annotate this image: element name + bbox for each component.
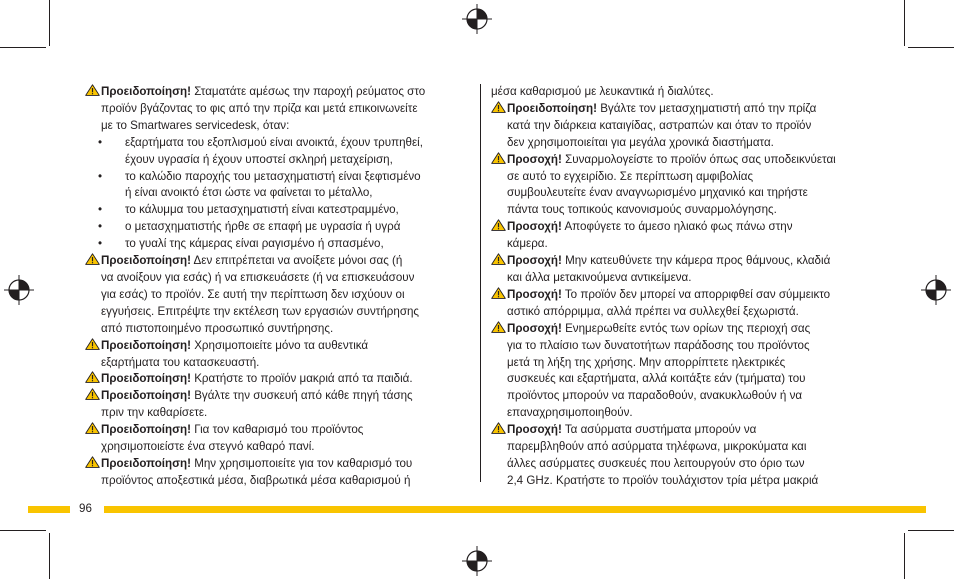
line-text: Μην χρησιμοποιείτε για τον καθαρισμό του <box>194 456 413 470</box>
warning-label: Προσοχή! <box>507 220 562 234</box>
crop-mark <box>0 47 46 48</box>
line-text: εξαρτήματα του κατασκευαστή. <box>101 355 260 369</box>
registration-mark-icon <box>462 546 492 576</box>
line-text: μετά τη λήξη της χρήσης. Μην απορρίπτετε ηλεκτρικές <box>507 355 786 369</box>
line-text: Συναρμολογείστε το προϊόν όπως σας υποδεικνύεται <box>565 152 836 166</box>
warning-paragraph-line <box>85 371 475 388</box>
line-text: χρησιμοποιείστε ένα στεγνό καθαρό πανί. <box>101 440 315 454</box>
bullet-text: το γυαλί της κάμερας είναι ραγισμένο ή σπασμένο, <box>125 237 384 251</box>
warning-paragraph-line <box>491 456 873 473</box>
warning-paragraph-line <box>85 270 475 287</box>
bullet-text: το καλώδιο παροχής του μετασχηματιστή είναι ξεφτισμένο <box>125 169 421 183</box>
line-text: Κρατήστε το προϊόν μακριά από τα παιδιά. <box>194 372 413 386</box>
warning-paragraph-line <box>491 152 873 169</box>
warning-triangle-icon <box>85 388 100 400</box>
line-text: κατά την διάρκεια καταιγίδας, αστραπών και όταν το προϊόν <box>507 118 812 132</box>
line-text: Τα ασύρματα συστήματα μπορούν να <box>564 423 757 437</box>
bullet-marker: • <box>98 135 103 149</box>
line-text: μέσα καθαρισμού με λευκαντικά ή διαλύτες. <box>491 85 714 98</box>
warning-label: Προσοχή! <box>507 321 562 335</box>
line-text: πριν την καθαρίσετε. <box>101 406 208 420</box>
warning-triangle-icon <box>85 253 100 265</box>
bullet-item <box>85 152 475 169</box>
line-text: να ανοίξουν για εσάς) ή να επισκευάσετε (ή να επισκευάσουν <box>101 270 415 284</box>
bullet-item <box>85 169 475 186</box>
warning-paragraph-line <box>491 422 873 439</box>
warning-triangle-icon <box>491 321 506 333</box>
warning-paragraph-line <box>491 236 873 253</box>
warning-label: Προσοχή! <box>507 152 562 166</box>
warning-label: Προσοχή! <box>507 287 562 301</box>
line-text: 2,4 GHz. Κρατήστε το προϊόν τουλάχιστον τρία μέτρα μακριά <box>507 473 819 487</box>
crop-mark <box>908 47 954 48</box>
bullet-item <box>85 236 475 253</box>
bullet-marker <box>85 185 125 202</box>
bullet-marker: • <box>98 220 103 234</box>
warning-paragraph-line <box>85 405 475 422</box>
line-text: για εσάς) το προϊόν. Σε αυτή την περίπτωση δεν ισχύουν οι <box>101 287 405 301</box>
line-text: Βγάλτε την συσκευή από κάθε πηγή τάσης <box>194 389 413 403</box>
page-number: 96 <box>79 502 92 515</box>
warning-paragraph-line <box>85 338 475 355</box>
warning-paragraph-line <box>85 355 475 372</box>
warning-triangle-icon <box>85 422 100 434</box>
warning-paragraph-line <box>491 253 873 270</box>
registration-mark-icon <box>462 4 492 34</box>
warning-paragraph-line <box>491 355 873 372</box>
warning-label: Προειδοποίηση! <box>101 389 191 403</box>
line-text: παρεμβληθούν από ασύρματα τηλέφωνα, μικροκύματα και <box>507 440 807 454</box>
warning-paragraph-line <box>85 321 475 338</box>
warning-triangle-icon <box>491 253 506 265</box>
line-text: σε αυτό το εγχειρίδιο. Σε περίπτωση αμφιβολίας <box>507 169 754 183</box>
bullet-text: έχουν υγρασία ή έχουν υποστεί σκληρή μεταχείριση, <box>125 152 393 166</box>
warning-triangle-icon <box>85 371 100 383</box>
warning-paragraph-line <box>491 439 873 456</box>
column-divider <box>480 84 481 482</box>
line-text: πάντα τους τοπικούς κανονισμούς συναρμολόγησης. <box>507 203 777 217</box>
line-text: αστικό απόρριμμα, αλλά πρέπει να συλλεχθεί ξεχωριστά. <box>507 304 799 318</box>
line-text: Χρησιμοποιείτε μόνο τα αυθεντικά <box>194 338 369 352</box>
warning-paragraph-line <box>491 185 873 202</box>
warning-paragraph-line <box>491 304 873 321</box>
crop-mark <box>908 530 954 531</box>
line-text: με το Smartwares servicedesk, όταν: <box>101 118 290 132</box>
line-text: και άλλα μετακινούμενα αντικείμενα. <box>507 270 692 284</box>
line-text: Το προϊόν δεν μπορεί να απορριφθεί σαν σύμμεικτο <box>564 287 831 301</box>
bullet-item <box>85 185 475 202</box>
line-text: κάμερα. <box>507 237 548 251</box>
bullet-text: ο μετασχηματιστής ήρθε σε επαφή με υγρασία ή υγρά <box>125 220 401 234</box>
warning-paragraph-line <box>85 304 475 321</box>
bullet-text: το κάλυμμα του μετασχηματιστή είναι κατεστραμμένο, <box>125 203 399 217</box>
warning-label: Προσοχή! <box>507 423 562 437</box>
warning-paragraph-line <box>85 287 475 304</box>
bullet-marker <box>85 152 125 169</box>
warning-label: Προειδοποίηση! <box>101 85 191 98</box>
warning-paragraph-line <box>491 405 873 422</box>
line-text: δεν χρησιμοποιείται για μεγάλα χρονικά διαστήματα. <box>507 135 774 149</box>
line-text: Αποφύγετε το άμεσο ηλιακό φως πάνω στην <box>564 220 793 234</box>
footer-accent-bar <box>28 506 70 513</box>
line-text: συμβουλευτείτε έναν αναγνωρισμένο μηχανικό και τηρήστε <box>507 186 808 200</box>
warning-label: Προειδοποίηση! <box>507 101 597 115</box>
footer-accent-bar <box>104 506 926 513</box>
paragraph-line <box>491 84 873 101</box>
warning-paragraph-line <box>491 270 873 287</box>
warning-paragraph-line <box>491 473 873 490</box>
bullet-marker: • <box>98 203 103 217</box>
line-text: προϊόν βγάζοντας το φις από την πρίζα και μετά επικοινωνείτε <box>101 101 418 115</box>
line-text: επαναχρησιμοποιηθούν. <box>507 406 633 420</box>
warning-triangle-icon <box>85 84 100 96</box>
warning-paragraph-line <box>491 287 873 304</box>
crop-mark <box>49 533 50 579</box>
warning-paragraph-line <box>85 456 475 473</box>
warning-label: Προειδοποίηση! <box>101 338 191 352</box>
warning-label: Προσοχή! <box>507 254 562 268</box>
line-text: συσκευές και εξαρτήματα, αλλά κοιτάξτε εάν (τμήματα) του <box>507 372 806 386</box>
line-text: Δεν επιτρέπεται να ανοίξετε μόνοι σας (ή <box>193 254 403 268</box>
line-text: από πιστοποιημένο προσωπικό συντήρησης. <box>101 321 334 335</box>
crop-mark <box>904 0 905 46</box>
line-text: Ενημερωθείτε εντός των ορίων της περιοχή σας <box>565 321 811 335</box>
line-text: εγγυήσεις. Επιτρέψτε την εκτέλεση των εργασιών συντήρησης <box>101 304 420 318</box>
warning-paragraph-line <box>491 321 873 338</box>
warning-triangle-icon <box>491 219 506 231</box>
warning-paragraph-line <box>491 169 873 186</box>
bullet-item <box>85 202 475 219</box>
line-text: προϊόντος μπορούν να παραδοθούν, ανακυκλωθούν ή να <box>507 389 803 403</box>
warning-triangle-icon <box>491 287 506 299</box>
warning-triangle-icon <box>491 152 506 164</box>
bullet-marker: • <box>98 237 103 251</box>
crop-mark <box>49 0 50 46</box>
warning-label: Προειδοποίηση! <box>101 372 191 386</box>
warning-paragraph-line <box>491 388 873 405</box>
warning-paragraph-line <box>491 202 873 219</box>
warning-label: Προειδοποίηση! <box>101 423 191 437</box>
line-text: για το πλαίσιο των δυνατοτήτων παράδοσης του προϊόντος <box>507 338 810 352</box>
line-text: άλλες ασύρματες συσκευές που λειτουργούν στο όριο των <box>507 456 805 470</box>
registration-mark-icon <box>921 275 951 305</box>
bullet-text: ή είναι ανοικτό έτσι ώστε να φαίνεται το μέταλλο, <box>125 186 373 200</box>
line-text: Βγάλτε τον μετασχηματιστή από την πρίζα <box>600 101 817 115</box>
warning-paragraph-line <box>491 371 873 388</box>
warning-paragraph-line <box>491 101 873 118</box>
warning-triangle-icon <box>85 338 100 350</box>
line-text: προϊόντος αποξεστικά μέσα, διαβρωτικά μέσα καθαρισμού ή <box>101 473 411 487</box>
warning-paragraph-line <box>85 101 475 118</box>
warning-paragraph-line <box>85 84 475 101</box>
line-text: Μην κατευθύνετε την κάμερα προς θάμνους, κλαδιά <box>565 254 831 268</box>
bullet-item <box>85 219 475 236</box>
warning-triangle-icon <box>491 101 506 113</box>
warning-paragraph-line <box>85 388 475 405</box>
warning-triangle-icon <box>85 456 100 468</box>
warning-paragraph-line <box>491 219 873 236</box>
bullet-text: εξαρτήματα του εξοπλισμού είναι ανοικτά, έχουν τρυπηθεί, <box>125 135 423 149</box>
crop-mark <box>0 530 46 531</box>
warning-paragraph-line <box>85 118 475 135</box>
bullet-marker: • <box>98 169 103 183</box>
warning-paragraph-line <box>85 473 475 490</box>
bullet-item <box>85 135 475 152</box>
warning-paragraph-line <box>491 118 873 135</box>
line-text: Σταματάτε αμέσως την παροχή ρεύματος στο <box>194 85 426 98</box>
line-text: Για τον καθαρισμό του προϊόντος <box>194 423 364 437</box>
warning-paragraph-line <box>85 439 475 456</box>
warning-paragraph-line <box>85 422 475 439</box>
left-column <box>85 84 475 490</box>
warning-paragraph-line <box>491 135 873 152</box>
warning-paragraph-line <box>85 253 475 270</box>
warning-triangle-icon <box>491 422 506 434</box>
right-column <box>491 84 873 490</box>
registration-mark-icon <box>4 275 34 305</box>
crop-mark <box>904 533 905 579</box>
warning-paragraph-line <box>491 338 873 355</box>
warning-label: Προειδοποίηση! <box>101 254 191 268</box>
warning-label: Προειδοποίηση! <box>101 456 191 470</box>
